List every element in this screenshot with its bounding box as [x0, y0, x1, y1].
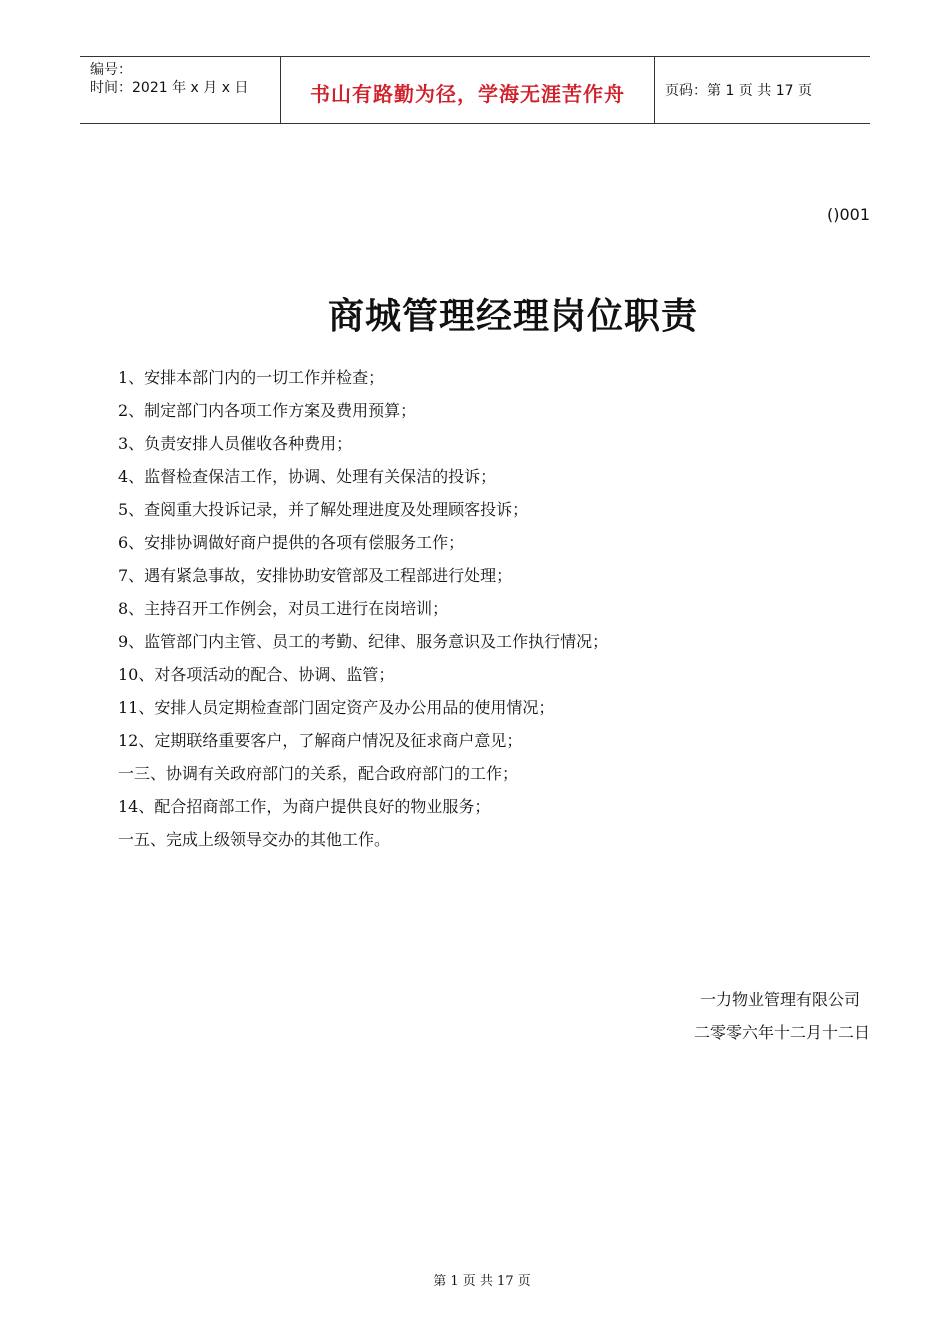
header-page-cell	[655, 57, 870, 123]
page-title: 商城管理经理岗位职责	[327, 295, 698, 337]
list-item: 一三、协调有关政府部门的关系，配合政府部门的工作；	[118, 764, 519, 783]
list-item: 11、安排人员定期检查部门固定资产及办公用品的使用情况；	[118, 698, 555, 717]
list-item: 5、查阅重大投诉记录，并了解处理进度及处理顾客投诉；	[118, 500, 529, 519]
motto-text: 书山有路勤为径，学海无涯苦作舟	[310, 81, 625, 106]
duties-list	[118, 364, 608, 859]
header-table	[80, 56, 870, 124]
number-label: 编号：	[90, 62, 132, 78]
list-item: 12、定期联络重要客户，了解商户情况及征求商户意见；	[118, 731, 523, 750]
list-item: 一五、完成上级领导交办的其他工作。	[118, 830, 391, 849]
signature-date: 二零零六年十二月十二日	[693, 1023, 870, 1042]
list-item: 6、安排协调做好商户提供的各项有偿服务工作；	[118, 533, 465, 552]
list-item: 7、遇有紧急事故，安排协助安管部及工程部进行处理；	[118, 566, 513, 585]
page-info: 页码：第 1 页 共 17 页	[665, 83, 812, 99]
document-code: ()001	[826, 205, 870, 224]
list-item: 4、监督检查保洁工作，协调、处理有关保洁的投诉；	[118, 467, 497, 486]
list-item: 2、制定部门内各项工作方案及费用预算；	[118, 401, 417, 420]
list-item: 8、主持召开工作例会，对员工进行在岗培训；	[118, 599, 449, 618]
time-label: 时间：2021 年 x 月 x 日	[90, 80, 249, 96]
header-meta	[80, 57, 281, 123]
signature-company: 一力物业管理有限公司	[699, 990, 860, 1009]
list-item: 1、安排本部门内的一切工作并检查；	[118, 368, 385, 387]
list-item: 10、对各项活动的配合、协调、监管；	[118, 665, 395, 684]
list-item: 3、负责安排人员催收各种费用；	[118, 434, 353, 453]
header-motto-cell	[281, 57, 655, 123]
list-item: 9、监管部门内主管、员工的考勤、纪律、服务意识及工作执行情况；	[118, 632, 609, 651]
list-item: 14、配合招商部工作，为商户提供良好的物业服务；	[118, 797, 491, 816]
page-footer: 第 1 页 共 17 页	[433, 1274, 531, 1289]
